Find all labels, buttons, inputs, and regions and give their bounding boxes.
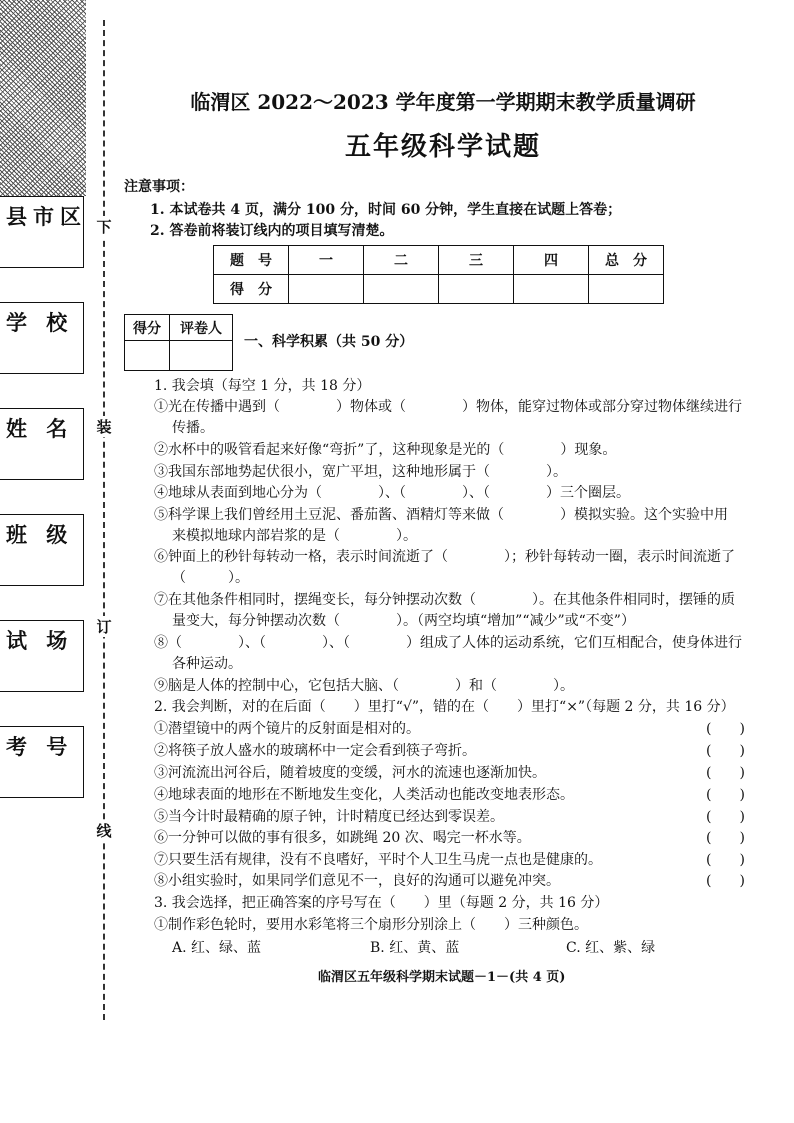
binding-field-school: 学 校 (0, 302, 84, 374)
question-line: ②水杯中的吸管看起来好像“弯折”了，这种现象是光的（ ）现象。 (154, 442, 617, 458)
question-line: 1. 我会填（每空 1 分，共 18 分） (154, 378, 371, 394)
grader-table (124, 314, 233, 371)
judge-item: ②将筷子放人盛水的玻璃杯中一定会看到筷子弯折。 (154, 743, 476, 759)
notice-heading: 注意事项： (124, 179, 194, 195)
judge-item: ⑦只要生活有规律，没有不良嗜好，平时个人卫生马虎一点也是健康的。 (154, 852, 602, 868)
question-line: ⑥钟面上的秒针每转动一格，表示时间流逝了（ ）；秒针每转动一圈，表示时间流逝了 (154, 549, 735, 565)
judge-item: ⑤当今计时最精确的原子钟，计时精度已经达到零误差。 (154, 809, 504, 825)
judge-item: ④地球表面的地形在不断地发生变化，人类活动也能改变地表形态。 (154, 787, 574, 803)
answer-parentheses[interactable]: ( ) (706, 787, 745, 803)
answer-parentheses[interactable]: ( ) (706, 830, 745, 846)
score-table-header-cell: 总 分 (589, 246, 664, 275)
exam-header-title: 临渭区 2022～2023 学年度第一学期期末教学质量调研 (190, 90, 696, 114)
grader-table-header-cell: 得分 (125, 315, 170, 341)
score-table-blank-cell (514, 275, 589, 304)
binding-field-exam-room: 试 场 (0, 620, 84, 692)
score-table-header-cell: 三 (439, 246, 514, 275)
judge-item: ①潜望镜中的两个镜片的反射面是相对的。 (154, 721, 420, 737)
question-line: （ ）。 (172, 570, 249, 586)
judge-item: ⑧小组实验时，如果同学们意见不一，良好的沟通可以避免冲突。 (154, 873, 560, 889)
question-line: ①光在传播中遇到（ ）物体或（ ）物体，能穿过物体或部分穿过物体继续进行 (154, 399, 742, 415)
question-line: 量变大，每分钟摆动次数（ ）。（两空均填“增加”“减少”或“不变”） (172, 613, 635, 629)
notice-item: 1. 本试卷共 4 页，满分 100 分，时间 60 分钟，学生直接在试题上答卷； (150, 202, 622, 218)
score-table-header-cell: 二 (364, 246, 439, 275)
binding-field-class: 班 级 (0, 514, 84, 586)
choice-option-b: B. 红、黄、蓝 (370, 940, 460, 956)
answer-parentheses[interactable]: ( ) (706, 721, 745, 737)
binding-line-char: 装 (94, 416, 114, 437)
binding-field-name: 姓 名 (0, 408, 84, 480)
choice-option-c: C. 红、紫、绿 (566, 940, 656, 956)
answer-parentheses[interactable]: ( ) (706, 743, 745, 759)
grader-table-blank-cell (125, 341, 170, 371)
score-table-header-cell: 四 (514, 246, 589, 275)
judge-item: ⑥一分钟可以做的事有很多，如跳绳 20 次、喝完一杯水等。 (154, 830, 531, 846)
score-table-blank-cell (364, 275, 439, 304)
score-table-row-label: 得 分 (214, 275, 289, 304)
section-title: 一、科学积累（共 50 分） (244, 334, 414, 350)
score-table-blank-cell (439, 275, 514, 304)
notice-item: 2. 答卷前将装订线内的项目填写清楚。 (150, 223, 394, 239)
grader-table-header-cell: 评卷人 (170, 315, 233, 341)
score-table-header-cell: 题 号 (214, 246, 289, 275)
question-line: ⑨脑是人体的控制中心，它包括大脑、（ ）和（ ）。 (154, 678, 574, 694)
binding-hatch-pattern (0, 0, 86, 196)
choice-option-a: A. 红、绿、蓝 (172, 940, 262, 956)
score-table-blank-cell (289, 275, 364, 304)
binding-line-char: 线 (94, 820, 114, 841)
question-line: ⑤科学课上我们曾经用土豆泥、番茄酱、酒精灯等来做（ ）模拟实验。这个实验中用 (154, 507, 728, 523)
binding-field-county: 县市区 (0, 196, 84, 268)
question-line: 来模拟地球内部岩浆的是（ ）。 (172, 528, 417, 544)
judge-item: ③河流流出河谷后，随着坡度的变缓，河水的流速也逐渐加快。 (154, 765, 546, 781)
exam-subject-title: 五年级科学试题 (344, 132, 541, 162)
grader-table-blank-cell (170, 341, 233, 371)
score-table (213, 245, 664, 304)
page-footer: 临渭区五年级科学期末试题－1－(共 4 页) (318, 970, 566, 985)
question-line: ①制作彩色轮时，要用水彩笔将三个扇形分别涂上（ ）三种颜色。 (154, 917, 588, 933)
question-line: 传播。 (172, 420, 214, 436)
question-line: 3. 我会选择，把正确答案的序号写在（ ）里（每题 2 分，共 16 分） (154, 895, 609, 911)
question-line: 2. 我会判断，对的在后面（ ）里打“√”，错的在（ ）里打“×”（每题 2 分，共 16 分） (154, 699, 735, 715)
question-line: 各种运动。 (172, 656, 242, 672)
score-table-blank-cell (589, 275, 664, 304)
answer-parentheses[interactable]: ( ) (706, 809, 745, 825)
binding-field-exam-number: 考 号 (0, 726, 84, 798)
binding-dashed-line (103, 20, 105, 1020)
binding-line-char: 订 (94, 616, 114, 637)
answer-parentheses[interactable]: ( ) (706, 765, 745, 781)
answer-parentheses[interactable]: ( ) (706, 873, 745, 889)
binding-line-char: 下 (94, 216, 114, 237)
question-line: ⑧（ ）、（ ）、（ ）组成了人体的运动系统，它们互相配合，使身体进行 (154, 635, 742, 651)
question-line: ④地球从表面到地心分为（ ）、（ ）、（ ）三个圈层。 (154, 485, 630, 501)
answer-parentheses[interactable]: ( ) (706, 852, 745, 868)
question-line: ⑦在其他条件相同时，摆绳变长，每分钟摆动次数（ ）。在其他条件相同时，摆锤的质 (154, 592, 735, 608)
question-line: ③我国东部地势起伏很小，宽广平坦，这种地形属于（ ）。 (154, 464, 567, 480)
score-table-header-cell: 一 (289, 246, 364, 275)
